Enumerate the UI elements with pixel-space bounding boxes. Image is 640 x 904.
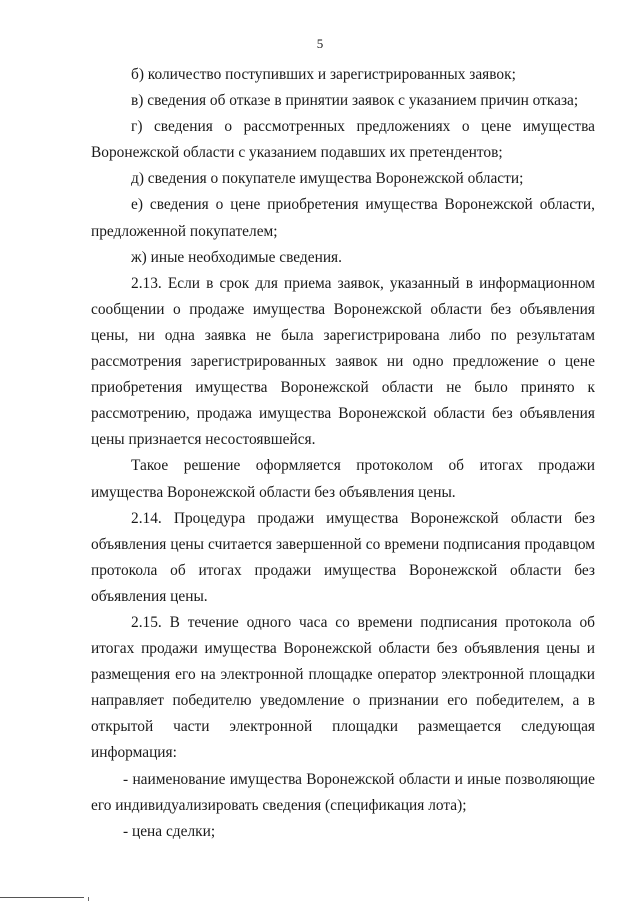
document-body: [91, 62, 595, 845]
clause-2-15: 2.15. В течение одного часа со времени подписания протокола об итогах продажи имущества Воронежской области без объявления цены и размещения его на электронной площадке оператор электронной площадки направляет победителю уведомление о признании его победителем, а в открытой части электронной площадки размещается следующая информация:: [91, 613, 595, 762]
bullet-item-name: - наименование имущества Воронежской области и иные позволяющие его индивидуализировать сведения (спецификация лота);: [91, 770, 595, 814]
footer-rule: [0, 897, 84, 898]
paragraph-d: д) сведения о покупателе имущества Воронежской области;: [131, 170, 524, 188]
decision-paragraph: Такое решение оформляется протоколом об итогах продажи имущества Воронежской области без объявления цены.: [91, 457, 595, 501]
paragraph-zh: ж) иные необходимые сведения.: [131, 248, 342, 266]
bullet-deal-price: - цена сделки;: [123, 822, 216, 840]
paragraph-v: в) сведения об отказе в принятии заявок с указанием причин отказа;: [131, 92, 579, 110]
page-number: 5: [316, 36, 324, 51]
scan-mark: [570, 14, 574, 18]
paragraph-e: е) сведения о цене приобретения имущества Воронежской области, предложенной покупателем;: [91, 196, 595, 240]
clause-2-13: 2.13. Если в срок для приема заявок, указанный в информационном сообщении о продаже имущества Воронежской области без объявления цены, ни одна заявка не была зарегистрирована либо по результатам рассмотрения зарегистрированных заявок ни одно предложение о цене приобретения имущества Воронежской области не было принято к рассмотрению, продажа имущества Воронежской области без объявления цены признается несостоявшейся.: [91, 274, 595, 449]
paragraph-b: б) количество поступивших и зарегистрированных заявок;: [131, 66, 516, 83]
footer-mark: [88, 897, 93, 901]
clause-2-14: 2.14. Процедура продажи имущества Воронежской области без объявления цены считается завершенной со времени подписания продавцом протокола об итогах продажи имущества Воронежской области без объявления цены.: [91, 509, 595, 605]
paragraph-g: г) сведения о рассмотренных предложениях о цене имущества Воронежской области с указанием подавших их претендентов;: [91, 118, 595, 162]
